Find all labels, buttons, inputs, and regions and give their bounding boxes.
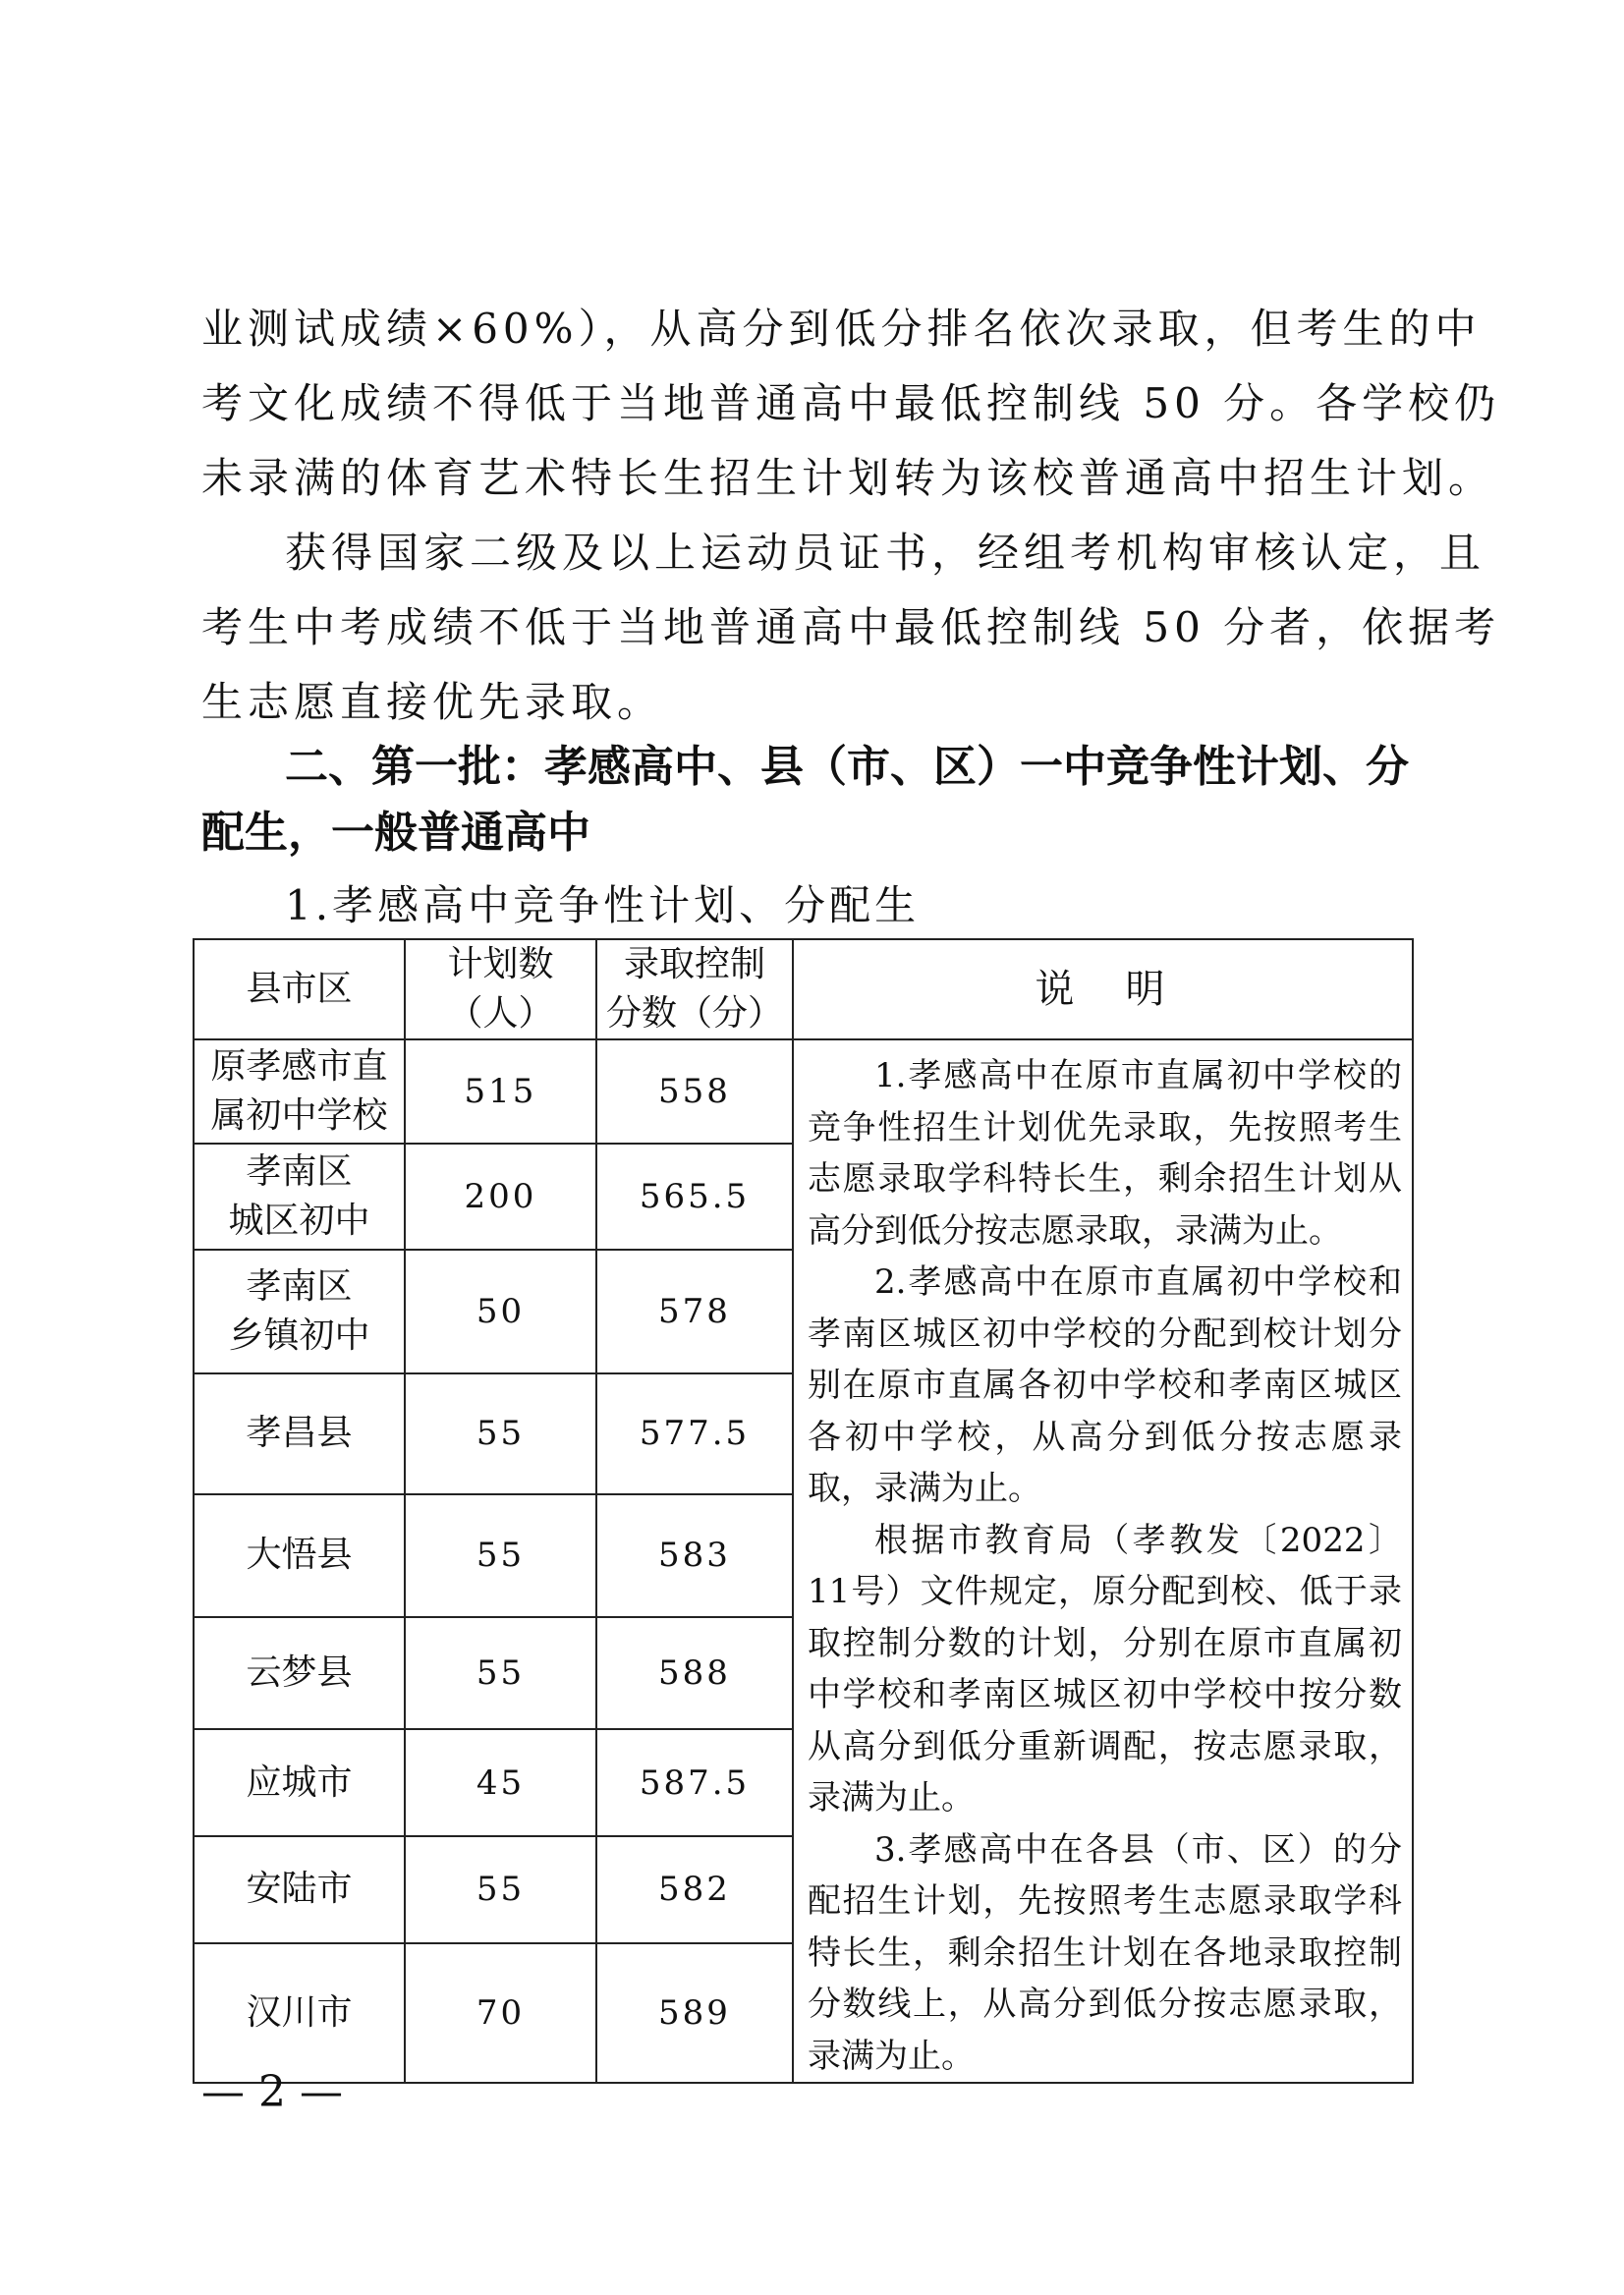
body-text-line: 未录满的体育艺术特长生招生计划转为该校普通高中招生计划。 <box>201 454 1495 502</box>
plan-cell: 50 <box>405 1250 596 1374</box>
note-paragraph: 根据市教育局（孝教发〔2022〕11号）文件规定，原分配到校、低于录取控制分数的计划，分别在原市直属初中学校和孝南区城区初中学校中按分数从高分到低分重新调配，按志愿录取，录满为止。 <box>808 1520 1402 1818</box>
note-paragraph: 1.孝感高中在原市直属初中学校的竞争性招生计划优先录取，先按照考生志愿录取学科特长生，剩余招生计划从高分到低分按志愿录取，录满为止。 <box>808 1056 1402 1251</box>
body-text-line: 生志愿直接优先录取。 <box>201 678 664 726</box>
score-cell: 588 <box>596 1617 793 1729</box>
district-cell: 孝南区 乡镇初中 <box>194 1250 405 1374</box>
district-cell: 汉川市 <box>194 1943 405 2083</box>
table-row <box>194 1039 1413 1144</box>
district-cell: 孝昌县 <box>194 1373 405 1493</box>
table-header-row <box>194 939 1413 1039</box>
score-cell: 587.5 <box>596 1729 793 1836</box>
district-cell: 应城市 <box>194 1729 405 1836</box>
header-plan: 计划数 （人） <box>405 939 596 1039</box>
district-cell: 云梦县 <box>194 1617 405 1729</box>
plan-cell: 200 <box>405 1144 596 1250</box>
district-cell: 大悟县 <box>194 1494 405 1617</box>
section-heading: 二、第一批：孝感高中、县（市、区）一中竞争性计划、分 <box>285 742 1409 792</box>
body-text-line: 考文化成绩不得低于当地普通高中最低控制线 50 分。各学校仍 <box>201 379 1501 427</box>
score-cell: 582 <box>596 1836 793 1943</box>
plan-cell: 55 <box>405 1836 596 1943</box>
score-cell: 583 <box>596 1494 793 1617</box>
score-cell: 565.5 <box>596 1144 793 1250</box>
district-cell: 安陆市 <box>194 1836 405 1943</box>
table-subheading: 1.孝感高中竞争性计划、分配生 <box>285 881 921 929</box>
plan-cell: 55 <box>405 1373 596 1493</box>
district-cell: 原孝感市直 属初中学校 <box>194 1039 405 1144</box>
enrollment-table <box>193 938 1414 2084</box>
score-cell: 589 <box>596 1943 793 2083</box>
note-paragraph: 3.孝感高中在各县（市、区）的分配招生计划，先按照考生志愿录取学科特长生，剩余招生计划在各地录取控制分数线上，从高分到低分按志愿录取，录满为止。 <box>808 1829 1402 2076</box>
plan-cell: 70 <box>405 1943 596 2083</box>
score-cell: 558 <box>596 1039 793 1144</box>
page-number: — 2 — <box>201 2067 343 2117</box>
district-cell: 孝南区 城区初中 <box>194 1144 405 1250</box>
note-cell <box>793 1039 1413 2083</box>
header-score: 录取控制 分数（分） <box>596 939 793 1039</box>
section-heading-cont: 配生，一般普通高中 <box>201 808 590 858</box>
plan-cell: 55 <box>405 1494 596 1617</box>
plan-cell: 515 <box>405 1039 596 1144</box>
body-text-line: 业测试成绩×60%），从高分到低分排名依次录取，但考生的中 <box>201 305 1482 353</box>
plan-cell: 55 <box>405 1617 596 1729</box>
plan-cell: 45 <box>405 1729 596 1836</box>
body-text-line: 获得国家二级及以上运动员证书，经组考机构审核认定，且 <box>285 529 1486 577</box>
note-paragraph: 2.孝感高中在原市直属初中学校和孝南区城区初中学校的分配到校计划分别在原市直属各初中学校和孝南区城区各初中学校，从高分到低分按志愿录取，录满为止。 <box>808 1262 1402 1508</box>
score-cell: 578 <box>596 1250 793 1374</box>
header-note: 说 明 <box>793 939 1413 1039</box>
body-text-line: 考生中考成绩不低于当地普通高中最低控制线 50 分者，依据考 <box>201 603 1501 651</box>
header-district: 县市区 <box>194 939 405 1039</box>
score-cell: 577.5 <box>596 1373 793 1493</box>
